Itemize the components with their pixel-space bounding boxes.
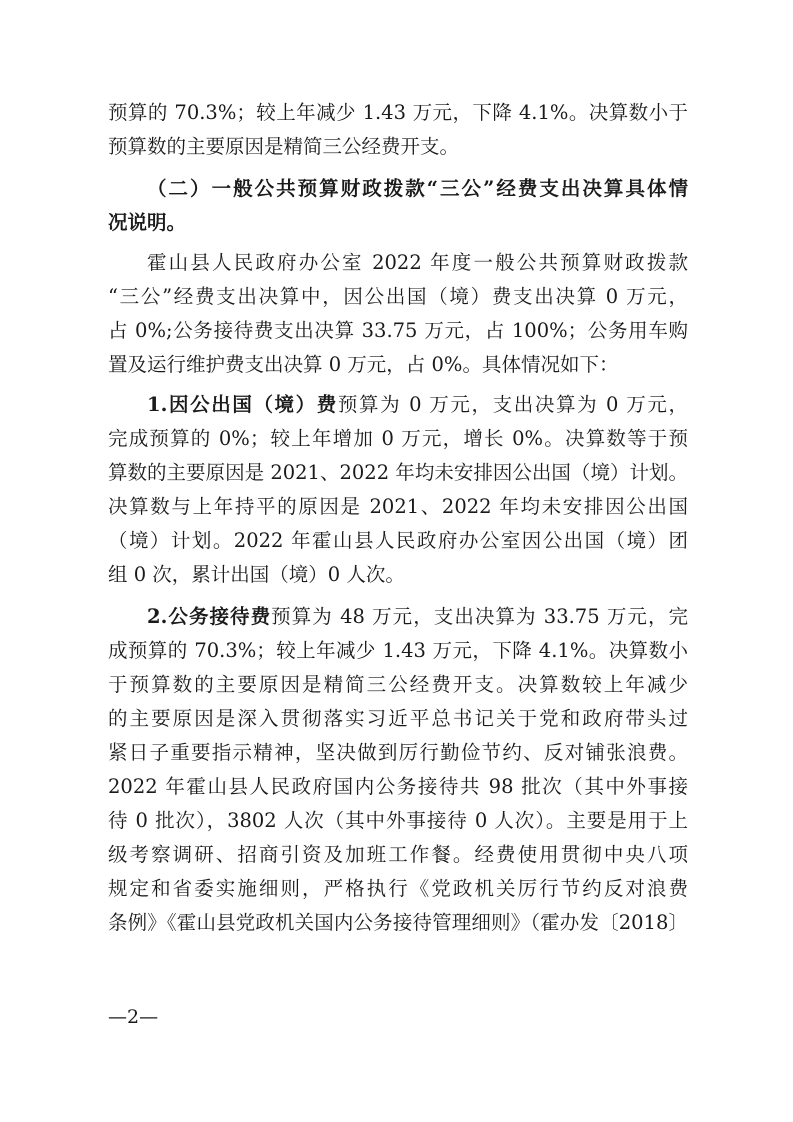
text-line: 成预算的 70.3%；较上年减少 1.43 万元，下降 4.1%。决算数小 — [108, 639, 688, 662]
text-line: 组 0 次，累计出国（境）0 人次。 — [108, 563, 405, 586]
text-line: “三公”经费支出决算中，因公出国（境）费支出决算 0 万元， — [108, 285, 688, 308]
text-line: 预算的 70.3%；较上年减少 1.43 万元，下降 4.1%。决算数小于 — [108, 101, 688, 124]
section-heading-cont: 况说明。 — [108, 211, 187, 234]
text-line: 规定和省委实施细则，严格执行《党政机关厉行节约反对浪费 — [108, 877, 688, 900]
text-line: 待 0 批次），3802 人次（其中外事接待 0 人次）。主要是用于上 — [108, 809, 688, 832]
text-line: 完成预算的 0%；较上年增加 0 万元，增长 0%。决算数等于预 — [108, 427, 688, 450]
text-line: 2022 年霍山县人民政府国内公务接待共 98 批次（其中外事接 — [108, 775, 688, 798]
item-1-text: 预算为 0 万元，支出决算为 0 万元， — [337, 393, 688, 416]
text-line: （境）计划。2022 年霍山县人民政府办公室因公出国（境）团 — [108, 529, 688, 552]
text-line: 置及运行维护费支出决算 0 万元，占 0%。具体情况如下： — [108, 353, 619, 376]
text-line: 的主要原因是深入贯彻落实习近平总书记关于党和政府带头过 — [108, 707, 688, 730]
item-1-lead: 1.因公出国（境）费 — [147, 393, 338, 416]
text-line: 紧日子重要指示精神，坚决做到厉行勤俭节约、反对铺张浪费。 — [108, 741, 688, 764]
section-heading: （二）一般公共预算财政拨款“三公”经费支出决算具体情 — [147, 177, 688, 200]
text-line: 于预算数的主要原因是精简三公经费开支。决算数较上年减少 — [108, 673, 688, 696]
paragraph-1-first-line — [108, 388, 688, 422]
text-line: 占 0%;公务接待费支出决算 33.75 万元，占 100%；公务用车购 — [108, 319, 688, 342]
text-line: 霍山县人民政府办公室 2022 年度一般公共预算财政拨款 — [147, 251, 688, 274]
item-2-lead: 2.公务接待费 — [147, 605, 272, 628]
text-line: 级考察调研、招商引资及加班工作餐。经费使用贯彻中央八项 — [108, 843, 688, 866]
text-line: 条例》《霍山县党政机关国内公务接待管理细则》（霍办发〔2018〕 — [108, 911, 688, 934]
text-line: 算数的主要原因是 2021、2022 年均未安排因公出国（境）计划。 — [108, 461, 688, 484]
text-line: 决算数与上年持平的原因是 2021、2022 年均未安排因公出国 — [108, 495, 688, 518]
text-line: 预算数的主要原因是精简三公经费开支。 — [108, 135, 460, 158]
item-2-text: 预算为 48 万元，支出决算为 33.75 万元，完 — [271, 605, 689, 628]
paragraph-2-first-line — [108, 600, 688, 634]
page-number: —2— — [108, 1006, 159, 1028]
